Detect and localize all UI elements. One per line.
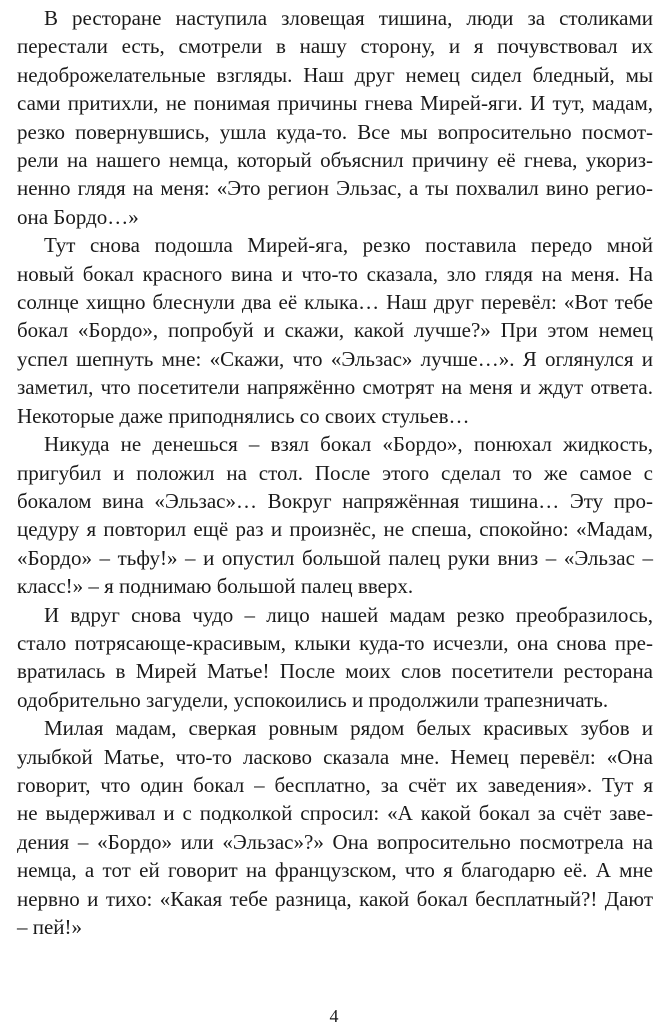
- text-line: цедуру я повторил ещё раз и произнёс, не спеша, спокойно: «Мадам,: [17, 517, 653, 542]
- text-line: бокалом вина «Эльзас»… Вокруг напряжённая тишина… Эту про-: [17, 488, 653, 513]
- text-line: вратилась в Мирей Матье! После моих слов посетители ресторана: [17, 659, 653, 684]
- text-line: нервно и тихо: «Какая тебе разница, какой бокал бесплатный?! Дают: [17, 886, 653, 911]
- text-line: класс!» – я поднимаю большой палец вверх.: [17, 574, 414, 599]
- text-line: недоброжелательные взгляды. Наш друг немец сидел бледный, мы: [17, 62, 653, 87]
- text-line: бокал «Бордо», попробуй и скажи, какой лучше?» При этом немец: [17, 318, 653, 343]
- text-line: дения – «Бордо» или «Эльзас»?» Она вопросительно посмотрела на: [17, 829, 653, 854]
- text-line: немца, а тот ей говорит на французском, что я благодарю её. А мне: [17, 858, 653, 883]
- text-line: успел шепнуть мне: «Скажи, что «Эльзас» лучше…». Я оглянулся и: [17, 346, 653, 371]
- page-number: 4: [329, 1006, 339, 1026]
- text-line: Милая мадам, сверкая ровным рядом белых красивых зубов и: [44, 716, 653, 741]
- text-line: заметил, что посетители напряжённо смотрят на меня и ждут ответа.: [17, 375, 653, 400]
- text-line: Тут снова подошла Мирей-яга, резко поставила передо мной: [44, 233, 653, 258]
- text-line: не выдерживал и с подколкой спросил: «А какой бокал за счёт заве-: [17, 801, 653, 826]
- text-line: новый бокал красного вина и что-то сказала, зло глядя на меня. На: [17, 261, 653, 286]
- text-line: говорит, что один бокал – бесплатно, за счёт их заведения». Тут я: [17, 772, 653, 797]
- paragraph: [17, 231, 653, 430]
- text-line: рели на нашего немца, который объяснил причину её гнева, укориз-: [17, 148, 653, 173]
- text-line: пригубил и положил на стол. После этого сделал то же самое с: [17, 460, 653, 485]
- text-line: Некоторые даже приподнялись со своих стульев…: [17, 403, 470, 428]
- text-line: ненно глядя на меня: «Это регион Эльзас, а ты похвалил вино регио-: [17, 176, 653, 201]
- text-line: перестали есть, смотрели в нашу сторону, и я почувствовал их: [17, 34, 653, 59]
- text-line: – пей!»: [17, 915, 83, 939]
- text-line: она Бордо…»: [17, 204, 139, 229]
- text-line: Никуда не денешься – взял бокал «Бордо», понюхал жидкость,: [44, 432, 653, 457]
- text-line: «Бордо» – тьфу!» – и опустил большой палец руки вниз – «Эльзас –: [17, 545, 653, 570]
- text-line: И вдруг снова чудо – лицо нашей мадам резко преобразилось,: [44, 602, 653, 627]
- text-line: стало потрясающе-красивым, клыки куда-то исчезли, она снова пре-: [17, 630, 653, 655]
- text-line: резко повернувшись, ушла куда-то. Все мы вопросительно посмот-: [17, 119, 653, 144]
- text-line: солнце хищно блеснули два её клыка… Наш друг перевёл: «Вот тебе: [17, 290, 653, 315]
- paragraph: [17, 714, 653, 941]
- paragraph: [17, 430, 653, 600]
- paragraph: [17, 4, 653, 231]
- text-line: одобрительно загудели, успокоились и продолжили трапезничать.: [17, 687, 609, 712]
- text-line: сами притихли, не понимая причины гнева Мирей-яги. И тут, мадам,: [17, 91, 653, 116]
- text-line: улыбкой Матье, что-то ласково сказала мне. Немец перевёл: «Она: [17, 744, 653, 769]
- paragraph: [17, 601, 653, 715]
- page-body: [17, 4, 653, 941]
- text-line: В ресторане наступила зловещая тишина, люди за столиками: [44, 6, 653, 30]
